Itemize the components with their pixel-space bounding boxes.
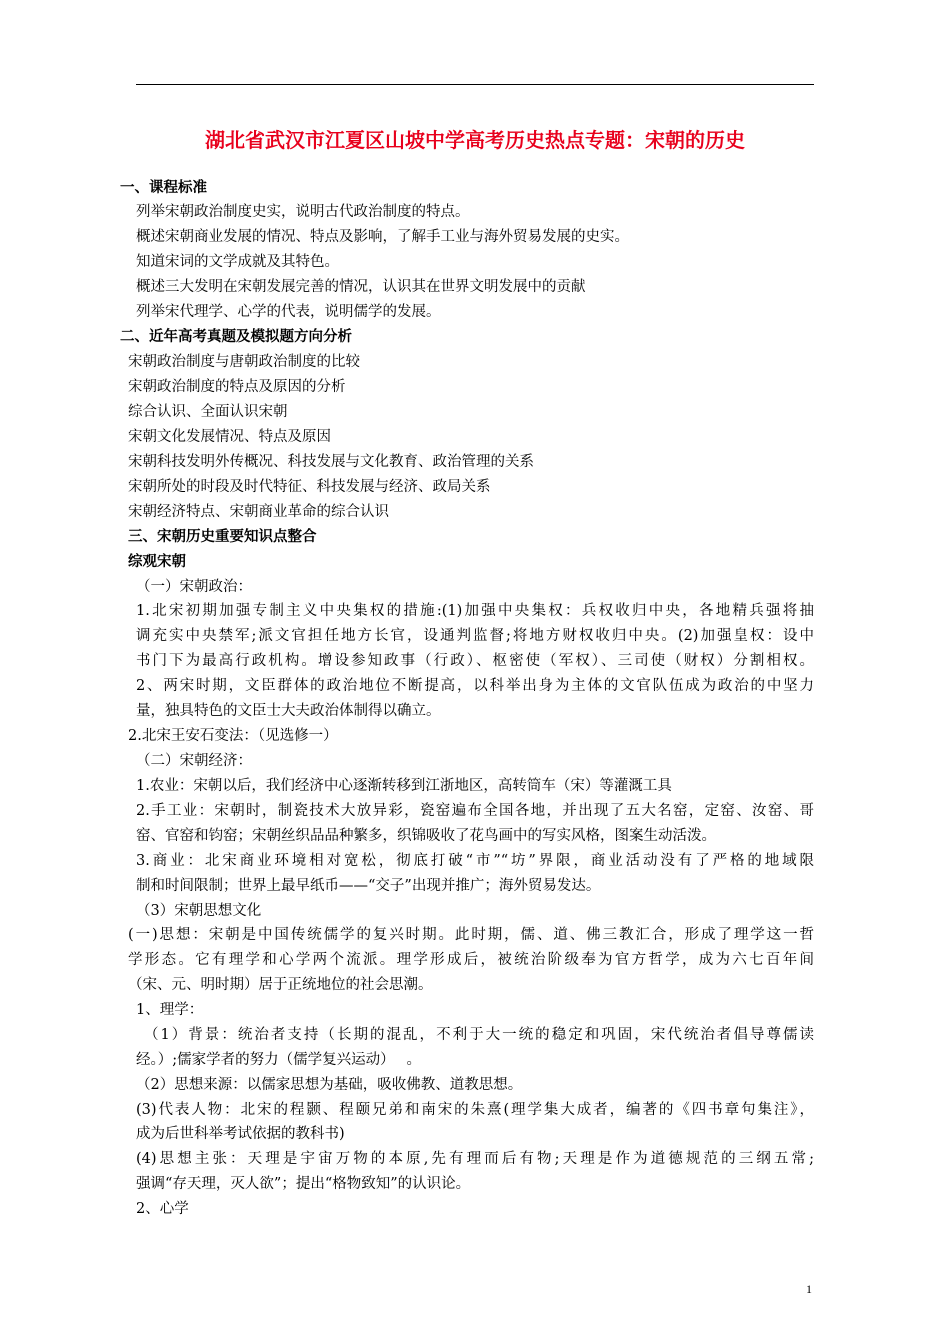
- curriculum-item: 列举宋代理学、心学的代表，说明儒学的发展。: [136, 304, 441, 320]
- politics-heading: （一）宋朝政治：: [136, 579, 252, 595]
- section-3-subheading: 综观宋朝: [128, 554, 186, 570]
- section-2-heading: 二、近年高考真题及模拟题方向分析: [120, 329, 352, 345]
- economy-handicraft: 窑、官窑和钧窑；宋朝丝织品品种繁多，织锦吸收了花鸟画中的写实风格，图案生动活泼。: [136, 828, 716, 844]
- analysis-item: 宋朝政治制度与唐朝政治制度的比较: [128, 354, 360, 370]
- thought-paragraph: (一)思想：宋朝是中国传统儒学的复兴时期。此时期，儒、道、佛三教汇合，形成了理学这一哲: [128, 927, 814, 943]
- analysis-item: 综合认识、全面认识宋朝: [128, 404, 288, 420]
- analysis-item: 宋朝经济特点、宋朝商业革命的综合认识: [128, 504, 389, 520]
- politics-paragraph-1: 调充实中央禁军;派文官担任地方长官，设通判监督;将地方财权收归中央。(2)加强皇权：设中: [136, 628, 814, 644]
- curriculum-item: 概述三大发明在宋朝发展完善的情况，认识其在世界文明发展中的贡献: [136, 279, 586, 295]
- lixue-heading: 1、理学：: [136, 1002, 204, 1018]
- culture-heading: （3）宋朝思想文化: [136, 903, 262, 919]
- economy-agriculture: 1.农业：宋朝以后，我们经济中心逐渐转移到江浙地区，高转筒车（宋）等灌溉工具: [136, 778, 672, 794]
- analysis-item: 宋朝政治制度的特点及原因的分析: [128, 379, 346, 395]
- lixue-background: （1）背景：统治者支持（长期的混乱，不利于大一统的稳定和巩固，宋代统治者倡导尊儒读: [144, 1027, 814, 1043]
- economy-commerce: 3.商业：北宋商业环境相对宽松，彻底打破“市”“坊”界限，商业活动没有了严格的地域限: [136, 853, 814, 869]
- section-3-heading: 三、宋朝历史重要知识点整合: [128, 529, 317, 545]
- thought-paragraph: （宋、元、明时期）居于正统地位的社会思潮。: [128, 977, 433, 993]
- section-1-heading: 一、课程标准: [120, 180, 207, 196]
- lixue-source: （2）思想来源：以儒家思想为基础，吸收佛教、道教思想。: [136, 1077, 523, 1093]
- xinxue-heading: 2、心学: [136, 1201, 189, 1217]
- lixue-representatives: 成为后世科举考试依据的教科书): [136, 1126, 345, 1142]
- analysis-item: 宋朝科技发明外传概况、科技发展与文化教育、政治管理的关系: [128, 454, 534, 470]
- curriculum-item: 概述宋朝商业发展的情况、特点及影响，了解手工业与海外贸易发展的史实。: [136, 229, 629, 245]
- politics-paragraph-3: 2.北宋王安石变法：（见选修一）: [128, 728, 338, 744]
- economy-commerce: 制和时间限制；世界上最早纸币——“交子”出现并推广；海外贸易发达。: [136, 878, 601, 894]
- analysis-item: 宋朝文化发展情况、特点及原因: [128, 429, 331, 445]
- politics-paragraph-2: 量，独具特色的文臣士大夫政治体制得以确立。: [136, 703, 441, 719]
- thought-paragraph: 学形态。它有理学和心学两个流派。理学形成后，被统治阶级奉为官方哲学，成为六七百年间: [128, 952, 814, 968]
- politics-paragraph-1: 书门下为最高行政机构。增设参知政事（行政）、枢密使（军权）、三司使（财权）分割相权。: [136, 653, 814, 669]
- economy-handicraft: 2.手工业：宋朝时，制瓷技术大放异彩，瓷窑遍布全国各地，并出现了五大名窑，定窑、汝窑、哥: [136, 803, 814, 819]
- lixue-background: 经。）;儒家学者的努力（儒学复兴运动） 。: [136, 1052, 421, 1068]
- lixue-views: (4)思想主张：天理是宇宙万物的本原,先有理而后有物;天理是作为道德规范的三纲五常;: [136, 1151, 814, 1167]
- politics-paragraph-1: 1.北宋初期加强专制主义中央集权的措施:(1)加强中央集权：兵权收归中央，各地精兵强将抽: [136, 603, 814, 619]
- page-number: 1: [806, 1282, 812, 1296]
- economy-heading: （二）宋朝经济：: [136, 753, 252, 769]
- document-title: 湖北省武汉市江夏区山坡中学高考历史热点专题：宋朝的历史: [205, 128, 745, 152]
- curriculum-item: 列举宋朝政治制度史实，说明古代政治制度的特点。: [136, 204, 470, 220]
- header-rule: [136, 84, 814, 85]
- analysis-item: 宋朝所处的时段及时代特征、科技发展与经济、政局关系: [128, 479, 491, 495]
- curriculum-item: 知道宋词的文学成就及其特色。: [136, 254, 339, 270]
- politics-paragraph-2: 2、两宋时期，文臣群体的政治地位不断提高，以科举出身为主体的文官队伍成为政治的中坚力: [136, 678, 814, 694]
- lixue-views: 强调“存天理，灭人欲”；提出“格物致知”的认识论。: [136, 1176, 471, 1192]
- lixue-representatives: (3)代表人物：北宋的程颢、程颐兄弟和南宋的朱熹(理学集大成者，编著的《四书章句集注》，: [136, 1102, 814, 1118]
